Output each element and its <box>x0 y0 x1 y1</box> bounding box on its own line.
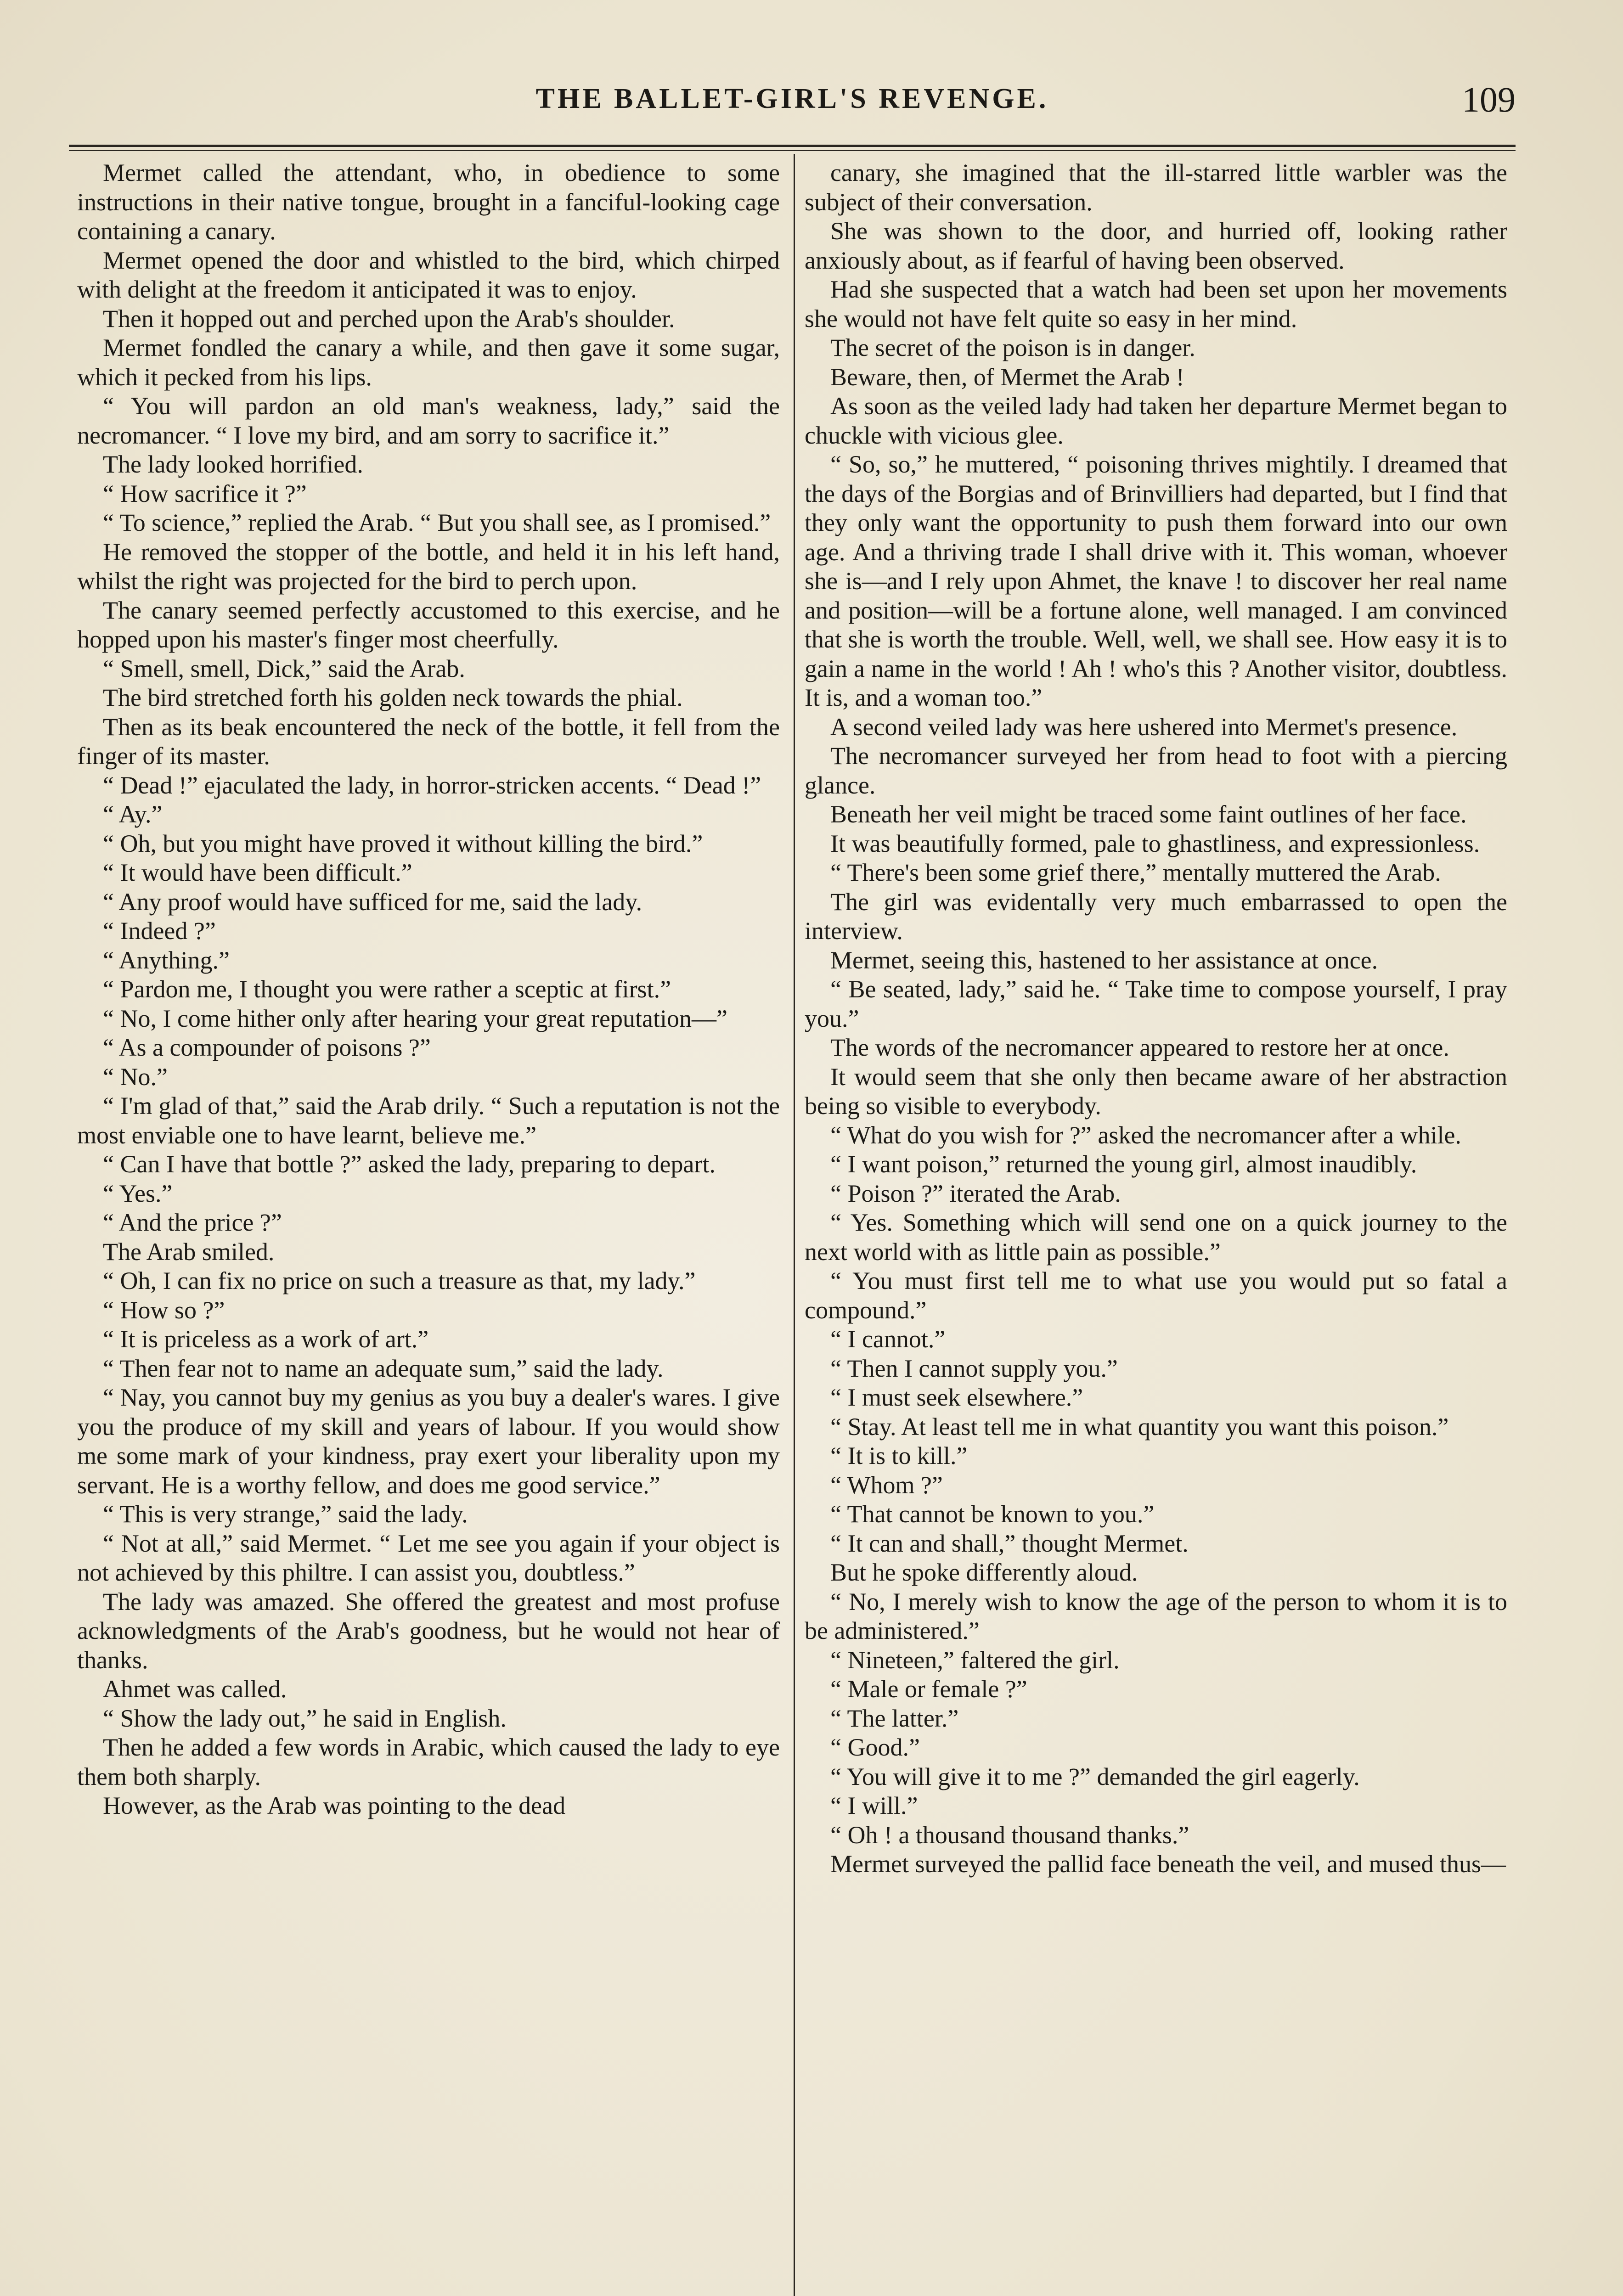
paragraph: “ No.” <box>103 1063 168 1091</box>
paragraph: It was beautifully formed, pale to ghastliness, and expressionless. <box>830 829 1480 857</box>
paragraph: “ Oh, but you might have proved it without killing the bird.” <box>103 829 703 857</box>
paragraph: “ Stay. At least tell me in what quantity you want this poison.” <box>830 1412 1449 1441</box>
paragraph: “ Smell, smell, Dick,” said the Arab. <box>103 654 465 682</box>
paragraph: Beware, then, of Mermet the Arab ! <box>830 363 1184 391</box>
paragraph: The canary seemed perfectly accustomed to this exercise, and he hopped upon his master's finger most cheerfully. <box>77 596 780 653</box>
paragraph: “ Male or female ?” <box>830 1675 1027 1703</box>
paragraph: Then as its beak encountered the neck of the bottle, it fell from the finger of its master. <box>77 713 780 770</box>
paragraph: The girl was evidentally very much embarrassed to open the interview. <box>805 888 1507 945</box>
paragraph: “ No, I merely wish to know the age of the person to whom it is to be administered.” <box>805 1587 1507 1644</box>
paragraph: “ Then I cannot supply you.” <box>830 1354 1118 1382</box>
right-column <box>805 158 1507 2296</box>
paragraph: “ Yes.” <box>103 1179 173 1207</box>
paragraph: Mermet, seeing this, hastened to her assistance at once. <box>830 946 1378 974</box>
paragraph: “ Any proof would have sufficed for me, said the lady. <box>103 888 642 916</box>
paragraph: “ I want poison,” returned the young girl, almost inaudibly. <box>830 1150 1417 1178</box>
paragraph: “ You will pardon an old man's weakness, lady,” said the necromancer. “ I love my bird, and am sorry to sacrifice it.” <box>77 392 780 449</box>
paragraph: Then it hopped out and perched upon the Arab's shoulder. <box>103 304 675 332</box>
header-rule-thin <box>69 150 1516 151</box>
paragraph: “ Show the lady out,” he said in English. <box>103 1704 507 1732</box>
paragraph: Then he added a few words in Arabic, which caused the lady to eye them both sharply. <box>77 1733 780 1790</box>
paragraph: “ I will.” <box>830 1792 918 1819</box>
paragraph: “ You must first tell me to what use you would put so fatal a compound.” <box>805 1267 1507 1324</box>
paragraph: “ As a compounder of poisons ?” <box>103 1034 431 1061</box>
paragraph: “ Nineteen,” faltered the girl. <box>830 1646 1120 1674</box>
paragraph: “ The latter.” <box>830 1704 959 1732</box>
paragraph: “ I'm glad of that,” said the Arab drily. “ Such a reputation is not the most enviable one to have learnt, believe me.” <box>77 1092 780 1149</box>
paragraph: Mermet surveyed the pallid face beneath the veil, and mused thus— <box>830 1850 1506 1878</box>
paragraph: A second veiled lady was here ushered into Mermet's presence. <box>830 713 1458 741</box>
paragraph: As soon as the veiled lady had taken her departure Mermet began to chuckle with vicious glee. <box>805 392 1507 449</box>
paragraph: It would seem that she only then became aware of her abstraction being so visible to everybody. <box>805 1063 1507 1120</box>
paragraph: Had she suspected that a watch had been set upon her movements she would not have felt quite so easy in her mind. <box>805 276 1507 332</box>
paragraph: Beneath her veil might be traced some faint outlines of her face. <box>830 800 1467 828</box>
paragraph: “ Ay.” <box>103 800 163 828</box>
column-divider <box>794 154 795 2296</box>
paragraph: “ It would have been difficult.” <box>103 859 412 886</box>
paragraph: She was shown to the door, and hurried off, looking rather anxiously about, as if fearful of having been observed. <box>805 217 1507 274</box>
page-number: 109 <box>1462 79 1516 119</box>
paragraph: “ Yes. Something which will send one on a quick journey to the next world with as little pain as possible.” <box>805 1209 1507 1266</box>
paragraph: He removed the stopper of the bottle, and held it in his left hand, whilst the right was projected for the bird to perch upon. <box>77 538 780 595</box>
paragraph: “ Not at all,” said Mermet. “ Let me see you again if your object is not achieved by this philtre. I can assist you, doubtless.” <box>77 1529 780 1586</box>
paragraph: Mermet opened the door and whistled to the bird, which chirped with delight at the freedom it anticipated it was to enjoy. <box>77 246 780 303</box>
paragraph: “ That cannot be known to you.” <box>830 1500 1155 1528</box>
running-title: THE BALLET-GIRL'S REVENGE. <box>535 83 1049 114</box>
paragraph: “ This is very strange,” said the lady. <box>103 1500 468 1528</box>
paragraph: “ You will give it to me ?” demanded the girl eagerly. <box>830 1762 1360 1790</box>
paragraph: canary, she imagined that the ill-starred little warbler was the subject of their conversation. <box>805 159 1507 216</box>
paragraph: The lady looked horrified. <box>103 450 363 478</box>
paragraph: “ Whom ?” <box>830 1471 943 1499</box>
paragraph: Mermet called the attendant, who, in obedience to some instructions in their native tongue, brought in a fanciful-looking cage containing a canary. <box>77 159 780 245</box>
paragraph: “ How so ?” <box>103 1296 225 1324</box>
paragraph: “ So, so,” he muttered, “ poisoning thrives mightily. I dreamed that the days of the Borgias and of Brinvilliers had departed, but I find that they only want the opportunity to push them forward into our own age. And a thriving trade I shall drive with it. This woman, whoever she is—and I rely upon Ahmet, the knave ! to discover her real name and position—will be a fortune alone, well managed. I am convinced that she is worth the trouble. Well, well, we shall see. How easy it is to gain a name in the world ! Ah ! who's this ? Another visitor, doubtless. It is, and a woman too.” <box>805 450 1507 711</box>
page-header <box>69 69 1516 142</box>
paragraph: “ Oh ! a thousand thousand thanks.” <box>830 1821 1189 1849</box>
paragraph: “ It can and shall,” thought Mermet. <box>830 1529 1189 1557</box>
paragraph: “ What do you wish for ?” asked the necromancer after a while. <box>830 1121 1461 1149</box>
paragraph: The necromancer surveyed her from head to foot with a piercing glance. <box>805 742 1507 799</box>
paragraph: However, as the Arab was pointing to the dead <box>103 1792 566 1819</box>
paragraph: The words of the necromancer appeared to restore her at once. <box>830 1034 1449 1061</box>
paragraph: “ Good.” <box>830 1733 920 1761</box>
paragraph: “ To science,” replied the Arab. “ But you shall see, as I promised.” <box>103 509 771 536</box>
paragraph: “ No, I come hither only after hearing your great reputation—” <box>103 1004 727 1032</box>
paragraph: “ How sacrifice it ?” <box>103 479 307 507</box>
paragraph: The lady was amazed. She offered the greatest and most profuse acknowledgments of the Arab's goodness, but he would not hear of thanks. <box>77 1587 780 1674</box>
paragraph: “ Anything.” <box>103 946 230 974</box>
paragraph: “ Can I have that bottle ?” asked the lady, preparing to depart. <box>103 1150 716 1178</box>
paragraph: “ It is to kill.” <box>830 1442 968 1469</box>
paragraph: The bird stretched forth his golden neck towards the phial. <box>103 684 683 711</box>
paragraph: “ Oh, I can fix no price on such a treasure as that, my lady.” <box>103 1267 696 1294</box>
paragraph: “ There's been some grief there,” mentally muttered the Arab. <box>830 859 1441 886</box>
paragraph: “ I must seek elsewhere.” <box>830 1384 1083 1411</box>
paragraph: But he spoke differently aloud. <box>830 1559 1138 1586</box>
paragraph: “ Indeed ?” <box>103 917 216 945</box>
paragraph: Mermet fondled the canary a while, and then gave it some sugar, which it pecked from his lips. <box>77 334 780 391</box>
left-column <box>77 158 780 2296</box>
paragraph: Ahmet was called. <box>103 1675 287 1703</box>
paragraph: “ Poison ?” iterated the Arab. <box>830 1179 1121 1207</box>
paragraph: “ Pardon me, I thought you were rather a sceptic at first.” <box>103 975 671 1003</box>
paragraph: “ Then fear not to name an adequate sum,” said the lady. <box>103 1354 664 1382</box>
paragraph: “ And the price ?” <box>103 1209 282 1236</box>
paragraph: “ Be seated, lady,” said he. “ Take time to compose yourself, I pray you.” <box>805 975 1507 1032</box>
paragraph: “ Nay, you cannot buy my genius as you buy a dealer's wares. I give you the produce of my skill and years of labour. If you would show me some mark of your kindness, pray exert your liberality upon my servant. He is a worthy fellow, and does me good service.” <box>77 1384 780 1499</box>
paragraph: “ I cannot.” <box>830 1325 946 1353</box>
paragraph: The secret of the poison is in danger. <box>830 334 1195 361</box>
paragraph: The Arab smiled. <box>103 1238 275 1266</box>
paragraph: “ Dead !” ejaculated the lady, in horror-stricken accents. “ Dead !” <box>103 771 761 799</box>
header-rule <box>69 145 1516 147</box>
paragraph: “ It is priceless as a work of art.” <box>103 1325 429 1353</box>
